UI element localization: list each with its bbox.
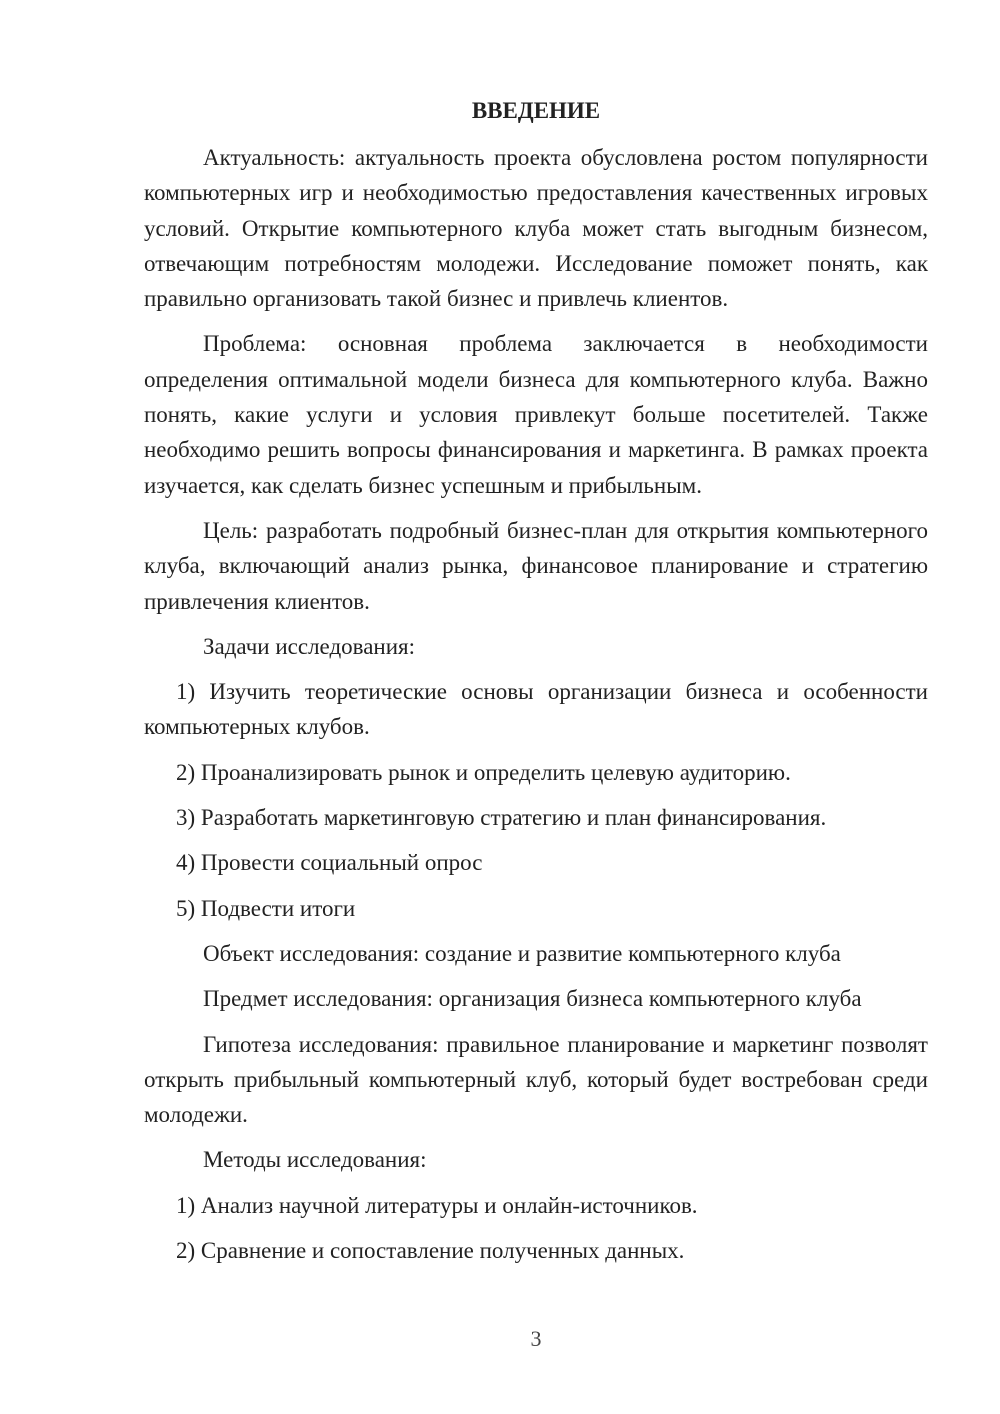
page-number: 3 <box>530 1326 542 1351</box>
hypothesis-paragraph: Гипотеза исследования: правильное планирование и маркетинг позволят открыть прибыльный компьютерный клуб, который будет востребован среди молодежи. <box>144 1031 928 1128</box>
tasks-list <box>144 674 928 926</box>
tasks-heading: Задачи исследования: <box>203 633 416 659</box>
subject-paragraph: Предмет исследования: организация бизнеса компьютерного клуба <box>203 986 862 1012</box>
task-item: 4) Провести социальный опрос <box>176 850 483 876</box>
task-item: 2) Проанализировать рынок и определить целевую аудиторию. <box>176 759 791 785</box>
methods-list <box>144 1188 928 1269</box>
task-item: 1) Изучить теоретические основы организации бизнеса и особенности компьютерных клубов. <box>144 679 928 740</box>
method-item: 2) Сравнение и сопоставление полученных данных. <box>176 1238 685 1264</box>
page-content <box>144 93 928 1278</box>
task-item: 3) Разработать маркетинговую стратегию и план финансирования. <box>176 805 827 831</box>
problem-paragraph: Проблема: основная проблема заключается в необходимости определения оптимальной модели бизнеса для компьютерного клуба. Важно понять, какие услуги и условия привлекут больше посетителей. Также необходимо решить вопросы финансирования и маркетинга. В рамках проекта изучается, как сделать бизнес успешным и прибыльным. <box>144 331 928 498</box>
object-paragraph: Объект исследования: создание и развитие компьютерного клуба <box>203 940 841 966</box>
task-item: 5) Подвести итоги <box>176 895 356 921</box>
methods-heading: Методы исследования: <box>203 1147 427 1173</box>
page-title: ВВЕДЕНИЕ <box>471 98 601 123</box>
goal-paragraph: Цель: разработать подробный бизнес-план для открытия компьютерного клуба, включающий анализ рынка, финансовое планирование и стратегию привлечения клиентов. <box>144 517 928 614</box>
method-item: 1) Анализ научной литературы и онлайн-источников. <box>176 1192 698 1218</box>
relevance-paragraph: Актуальность: актуальность проекта обусловлена ростом популярности компьютерных игр и необходимостью предоставления качественных игровых условий. Открытие компьютерного клуба может стать выгодным бизнесом, отвечающим потребностям молодежи. Исследование поможет понять, как правильно организовать такой бизнес и привлечь клиентов. <box>144 145 928 312</box>
